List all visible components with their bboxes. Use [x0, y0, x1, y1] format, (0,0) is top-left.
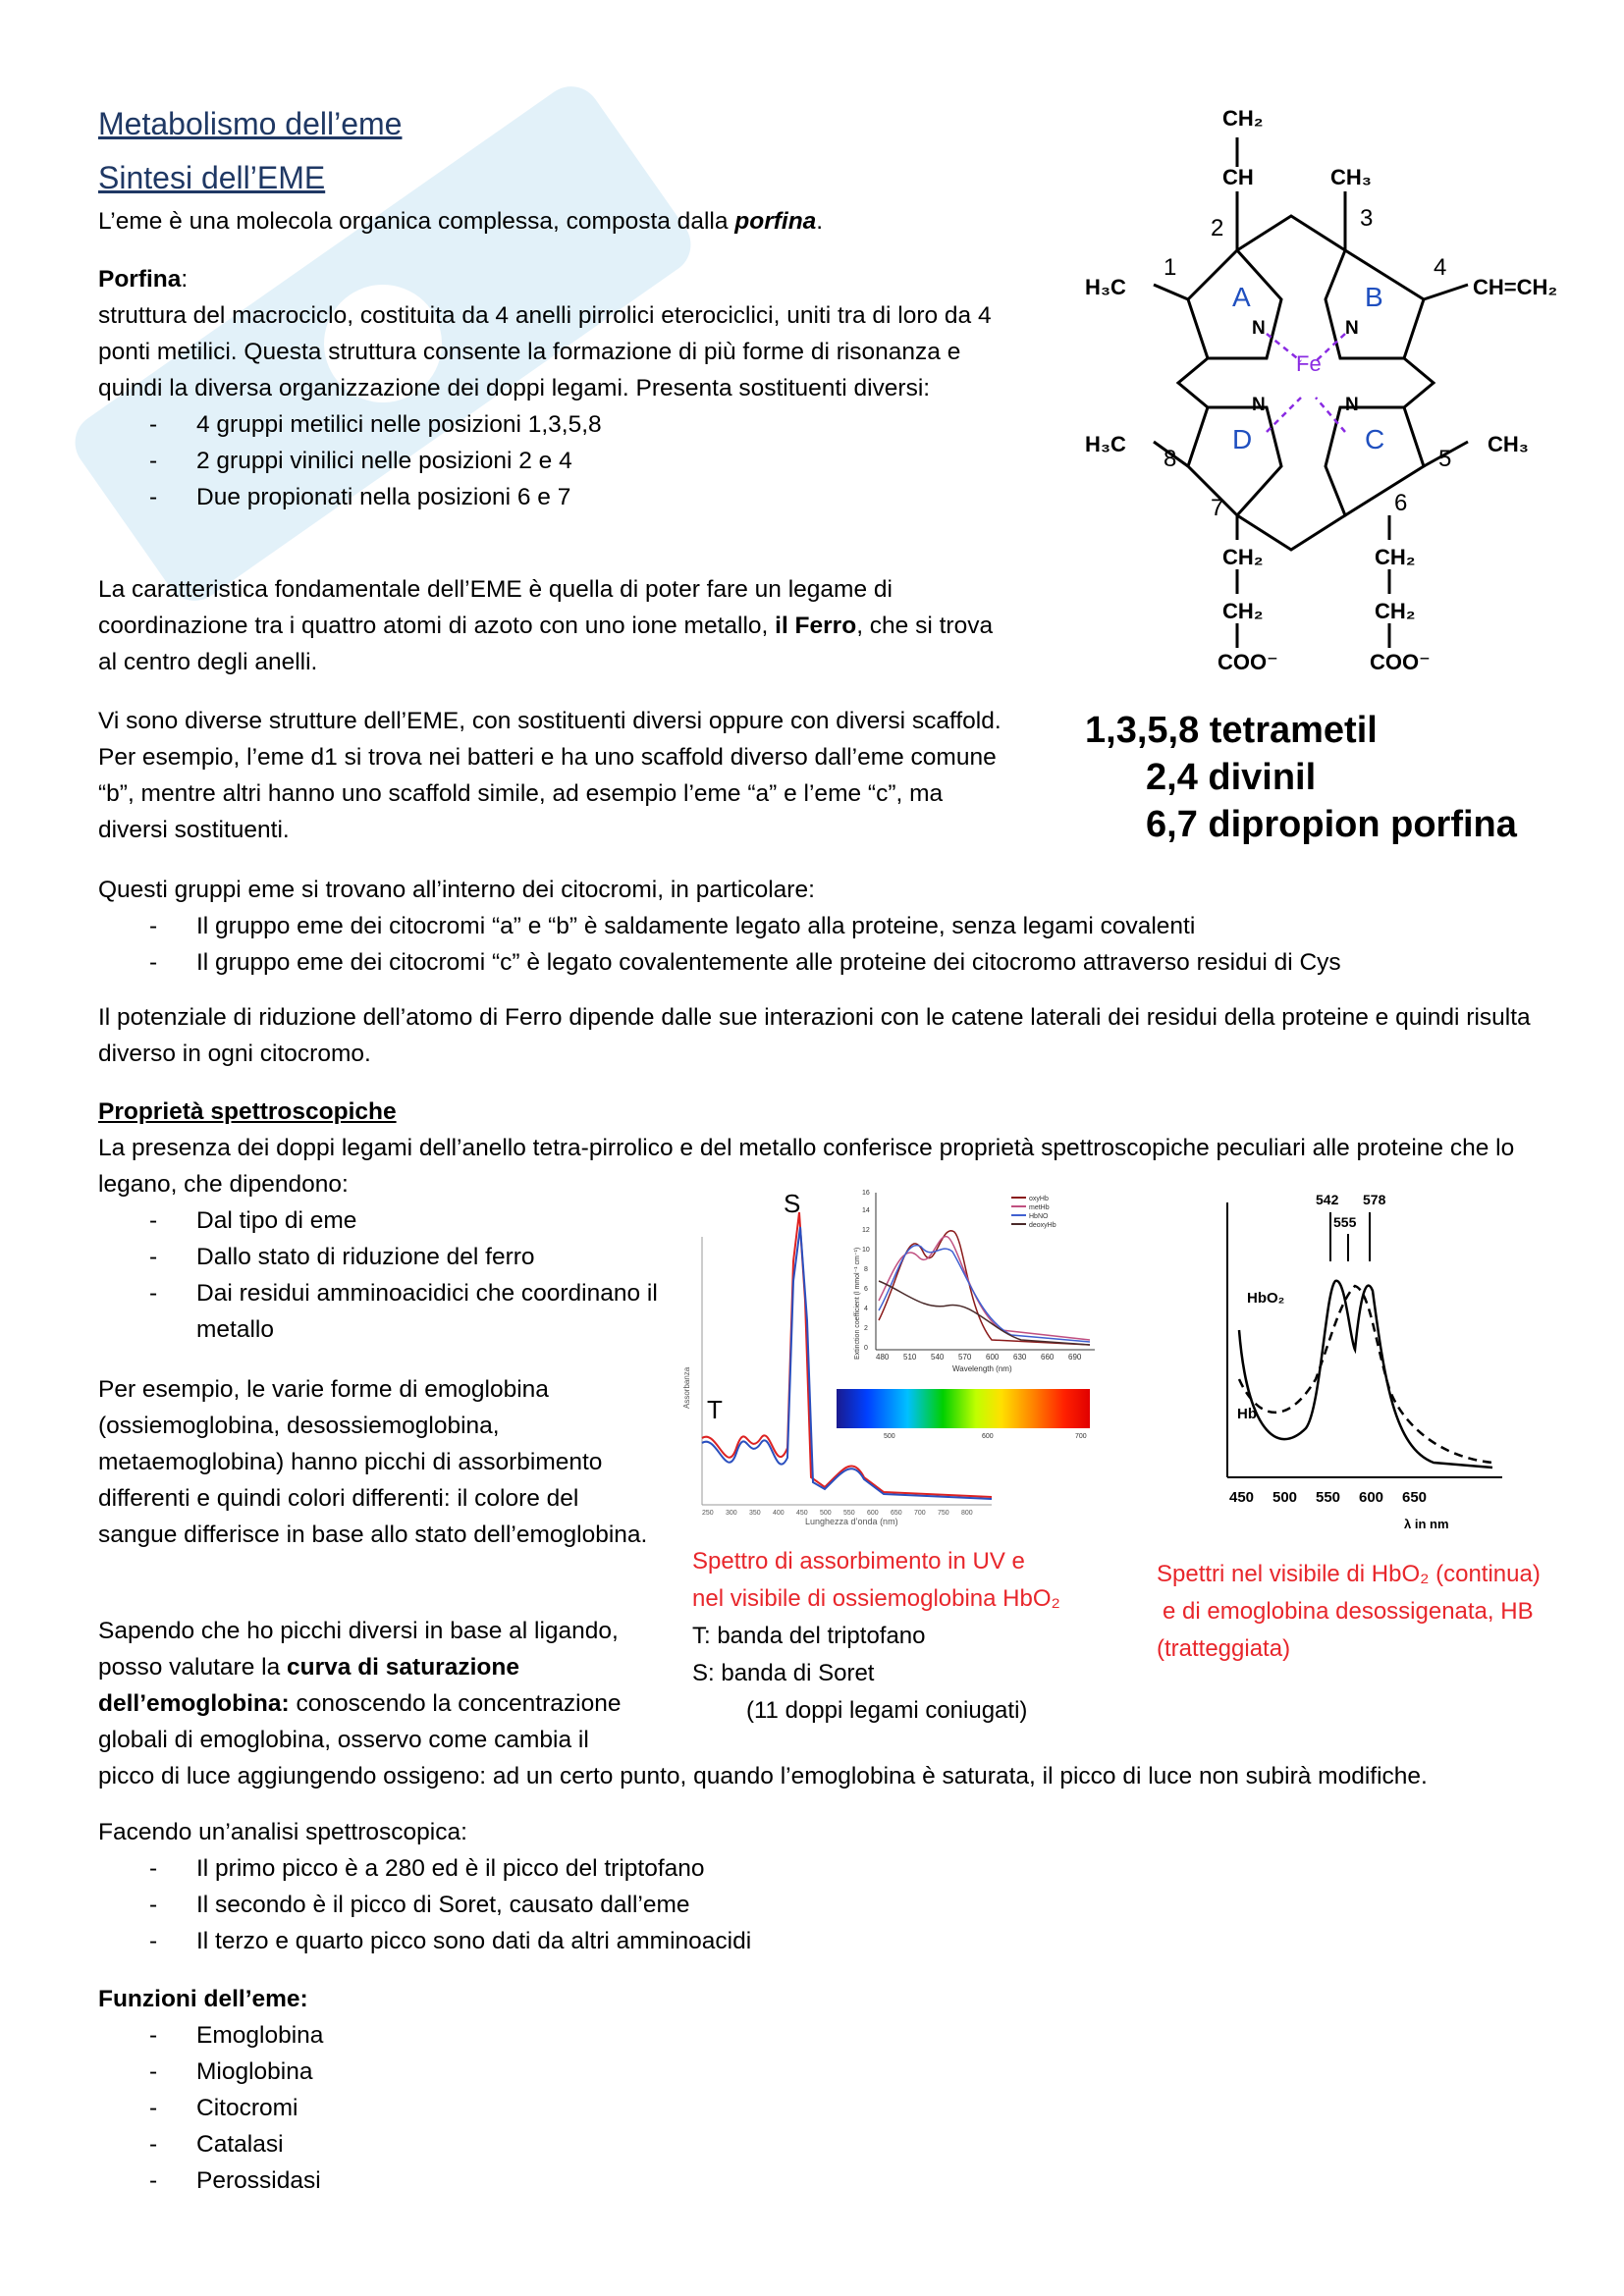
fig1-xtick: 800 [961, 1510, 973, 1517]
propionate-6-ch2a: CH₂ [1375, 545, 1416, 569]
fig1-tryptophan-label: T [707, 1395, 723, 1424]
methyl-3-label: CH₃ [1330, 165, 1372, 189]
fig1-xtick: 450 [796, 1510, 808, 1517]
spettroscopia-list [98, 1202, 668, 1348]
fig1-xtick: 250 [702, 1510, 714, 1517]
citocromi-block: Questi gruppi eme si trovano all’interno dei citocromi, in particolare: - Il gruppo eme dei citocromi “a” e “b” è saldamente legato alla proteine, senza legami covalenti - Il gruppo eme dei citocromi “c” è legato covalentemente alle proteine dei citocromo attraverso residui di Cys [98, 872, 1532, 981]
position-1: 1 [1164, 254, 1177, 281]
fig1-xtick: 600 [867, 1510, 879, 1517]
spectrum-tick: 600 [982, 1433, 994, 1440]
legend-entry: oxyHb [1029, 1196, 1049, 1202]
spectrum-tick: 700 [1075, 1433, 1087, 1440]
porfina-list [98, 406, 1021, 515]
list-item: - Mioglobina [98, 2054, 687, 2090]
fig2-xtick: 450 [1229, 1489, 1255, 1506]
inset-xtick: 600 [986, 1353, 1000, 1362]
section-title: Sintesi dell’EME [98, 160, 326, 195]
inset-xtick: 630 [1013, 1353, 1027, 1362]
ring-a-label: A [1232, 282, 1251, 312]
inset-xtick: 510 [903, 1353, 917, 1362]
inset-ytick: 14 [862, 1207, 870, 1214]
inset-xtick: 540 [931, 1353, 945, 1362]
legend-entry: deoxyHb [1029, 1222, 1056, 1229]
list-item: - Il primo picco è a 280 ed è il picco del triptofano [98, 1850, 1080, 1887]
spectrum-tick: 500 [884, 1433, 895, 1440]
saturazione-continued: picco di luce aggiungendo ossigeno: ad un certo punto, quando l’emoglobina è saturata, il picco di luce non subirà modifiche. [98, 1763, 1428, 1789]
analisi-block: Facendo un’analisi spettroscopica: - Il primo picco è a 280 ed è il picco del triptofano - Il secondo è il picco di Soret, causato dall’eme - Il terzo e quarto picco sono dati da altri amminoacidi [98, 1814, 1080, 1959]
list-item: - Dal tipo di eme [98, 1202, 668, 1239]
inset-ytick: 2 [864, 1325, 868, 1332]
fig1-xtick: 300 [726, 1510, 737, 1517]
funzioni-block [98, 1981, 687, 2199]
propionate-7-ch2a: CH₂ [1222, 545, 1264, 569]
inset-xtick: 480 [876, 1353, 890, 1362]
hbo2-curve-label: HbO₂ [1247, 1290, 1285, 1307]
propionate-7-coo: COO⁻ [1218, 650, 1278, 674]
funzioni-heading: Funzioni dell’eme: [98, 1986, 308, 2012]
peak-555: 555 [1333, 1214, 1357, 1230]
molecule-caption: 1,3,5,8 tetrametil 2,4 divinil 6,7 dipropion porfina [1085, 710, 1517, 845]
legend-entry: HbNO [1029, 1213, 1049, 1220]
methyl-5-label: CH₃ [1488, 432, 1529, 456]
fig1-xtick: 550 [843, 1510, 855, 1517]
inset-xlabel: Wavelength (nm) [952, 1364, 1012, 1373]
list-item: - Il terzo e quarto picco sono dati da altri amminoacidi [98, 1923, 1080, 1959]
methyl-1-label: H₃C [1085, 275, 1126, 299]
vinyl-ch2-label: CH₂ [1222, 106, 1264, 131]
legend-entry: metHb [1029, 1204, 1050, 1211]
position-7: 7 [1211, 495, 1224, 521]
peak-542: 542 [1316, 1192, 1339, 1207]
fig1-xtick: 700 [914, 1510, 926, 1517]
list-item: - Il secondo è il picco di Soret, causato dall’eme [98, 1887, 1080, 1923]
position-8: 8 [1164, 446, 1177, 472]
inset-ytick: 16 [862, 1190, 870, 1197]
n-label: N [1345, 395, 1359, 415]
potenziale-paragraph: Il potenziale di riduzione dell’atomo di Ferro dipende dalle sue interazioni con le catene laterali dei residui della proteine e quindi risulta diverso in ogni citocromo. [98, 1004, 1531, 1067]
position-2: 2 [1211, 215, 1224, 241]
spettroscopia-heading: Proprietà spettroscopiche [98, 1098, 397, 1125]
saturazione-paragraph: Sapendo che ho picchi diversi in base al ligando, posso valutare la curva di saturazione dell’emoglobina: conoscendo la concentrazione globali di emoglobina, osservo come cambia il [98, 1618, 622, 1753]
fig2-xtick: 600 [1359, 1489, 1384, 1506]
peak-578: 578 [1363, 1192, 1386, 1207]
fig1-xtick: 500 [820, 1510, 832, 1517]
vinyl-4-label: CH=CH₂ [1473, 275, 1558, 299]
porfina-block: Porfina: struttura del macrociclo, costituita da 4 anelli pirrolici eterociclici, uniti tra di loro da 4 ponti metilici. Questa struttura consente la formazione di più forme di risonanza e quindi la diversa organizzazione dei doppi legami. Presenta sostituenti diversi: - 4 gruppi metilici nelle posizioni 1,3,5,8 - 2 gruppi vinilici nelle posizioni 2 e 4 - Due propionati nella posizioni 6 e 7 [98, 261, 1021, 515]
list-item: - Citocromi [98, 2090, 687, 2126]
fig1-xtick: 350 [749, 1510, 761, 1517]
fig2-xtick: 650 [1402, 1489, 1428, 1506]
fig2-xtick: 500 [1272, 1489, 1298, 1506]
intro-paragraph: L’eme è una molecola organica complessa, composta dalla porfina. [98, 208, 824, 235]
n-label: N [1345, 318, 1359, 339]
position-3: 3 [1360, 205, 1374, 232]
list-item: - Dallo stato di riduzione del ferro [98, 1239, 668, 1275]
inset-xtick: 570 [958, 1353, 972, 1362]
fig1-xtick: 400 [773, 1510, 785, 1517]
vinyl-ch-label: CH [1222, 165, 1254, 189]
inset-ytick: 0 [864, 1345, 868, 1352]
ring-c-label: C [1365, 424, 1385, 454]
esempio-paragraph: Per esempio, le varie forme di emoglobina (ossiemoglobina, desossiemoglobina, metaemoglobina) hanno picchi di assorbimento differenti e quindi colori differenti: il colore del sangue differisce in base allo stato dell’emoglobina. [98, 1376, 648, 1548]
list-item: - Emoglobina [98, 2017, 687, 2054]
inset-ytick: 10 [862, 1247, 870, 1254]
fig1-xlabel: Lunghezza d’onda (nm) [805, 1517, 898, 1526]
ring-d-label: D [1232, 424, 1253, 454]
heme-structure-diagram [1065, 98, 1576, 707]
inset-ytick: 6 [864, 1286, 868, 1293]
structures-paragraph: Vi sono diverse strutture dell’EME, con sostituenti diversi oppure con diversi scaffold. Per esempio, l’eme d1 si trova nei batteri e ha uno scaffold diverso dall’eme comune “b”, mentre altri hanno uno scaffold simile, ad esempio l’eme “a” e l’eme “c”, ma diversi sostituenti. [98, 708, 1001, 843]
propionate-6-ch2b: CH₂ [1375, 599, 1416, 623]
fig2-unit: λ in nm [1404, 1517, 1449, 1531]
fig1-xtick: 750 [938, 1510, 949, 1517]
inset-ytick: 4 [864, 1306, 868, 1312]
porfina-text: struttura del macrociclo, costituita da 4 anelli pirrolici eterociclici, uniti tra di loro da 4 ponti metilici. Questa struttura consente la formazione di più forme di risonanza e quindi la diversa organizzazione dei doppi legami. Presenta sostituenti diversi: [98, 302, 992, 401]
list-item: - Dai residui amminoacidici che coordinano il metallo [98, 1275, 668, 1348]
page-title: Metabolismo dell’eme [98, 106, 403, 141]
coordination-paragraph: La caratteristica fondamentale dell’EME è quella di poter fare un legame di coordinazione tra i quattro atomi di azoto con uno ione metallo, il Ferro, che si trova al centro degli anelli. [98, 576, 994, 675]
list-item: - Perossidasi [98, 2163, 687, 2199]
inset-xtick: 690 [1068, 1353, 1082, 1362]
list-item: - 2 gruppi vinilici nelle posizioni 2 e 4 [98, 443, 1021, 479]
inset-ytick: 12 [862, 1227, 870, 1234]
list-item: - Il gruppo eme dei citocromi “c” è legato covalentemente alle proteine dei citocromo attraverso residui di Cys [98, 944, 1532, 981]
hb-curve-label: Hb [1237, 1406, 1257, 1422]
absorption-spectrum-figure [677, 1183, 1100, 1526]
inset-ytick: 8 [864, 1266, 868, 1273]
methyl-8-label: H₃C [1085, 432, 1126, 456]
fig1-ylabel: Assorbanza [682, 1366, 691, 1409]
propionate-6-coo: COO⁻ [1370, 650, 1431, 674]
position-6: 6 [1394, 490, 1408, 516]
ring-b-label: B [1365, 282, 1383, 312]
list-item: - Il gruppo eme dei citocromi “a” e “b” è saldamente legato alla proteine, senza legami covalenti [98, 908, 1532, 944]
position-5: 5 [1438, 446, 1452, 472]
list-item: - Catalasi [98, 2126, 687, 2163]
fig1-caption: Spettro di assorbimento in UV e nel visibile di ossiemoglobina HbO₂ T: banda del triptofano S: banda di Soret (11 doppi legami coniugati) [692, 1548, 1060, 1724]
visible-spectra-figure [1208, 1183, 1522, 1546]
porfina-heading: Porfina [98, 266, 182, 293]
n-label: N [1252, 395, 1266, 415]
list-item: - 4 gruppi metilici nelle posizioni 1,3,5,8 [98, 406, 1021, 443]
n-label: N [1252, 318, 1266, 339]
fig2-caption: Spettri nel visibile di HbO₂ (continua) e di emoglobina desossigenata, HB (tratteggiata) [1157, 1561, 1541, 1662]
position-4: 4 [1434, 254, 1447, 281]
propionate-7-ch2b: CH₂ [1222, 599, 1264, 623]
fig1-xtick: 650 [891, 1510, 902, 1517]
fig1-soret-label: S [784, 1189, 801, 1218]
inset-ylabel: Extinction coefficient (l mmol⁻¹ cm⁻¹) [854, 1247, 861, 1360]
fig2-xtick: 550 [1316, 1489, 1341, 1506]
visible-spectrum-bar [837, 1389, 1090, 1428]
spettroscopia-block: Proprietà spettroscopiche La presenza dei doppi legami dell’anello tetra-pirrolico e del metallo conferisce proprietà spettroscopiche peculiari alle proteine che lo legano, che dipendono: [98, 1098, 1515, 1198]
inset-xtick: 660 [1041, 1353, 1055, 1362]
iron-label: Fe [1296, 351, 1322, 376]
list-item: - Due propionati nella posizioni 6 e 7 [98, 479, 1021, 515]
